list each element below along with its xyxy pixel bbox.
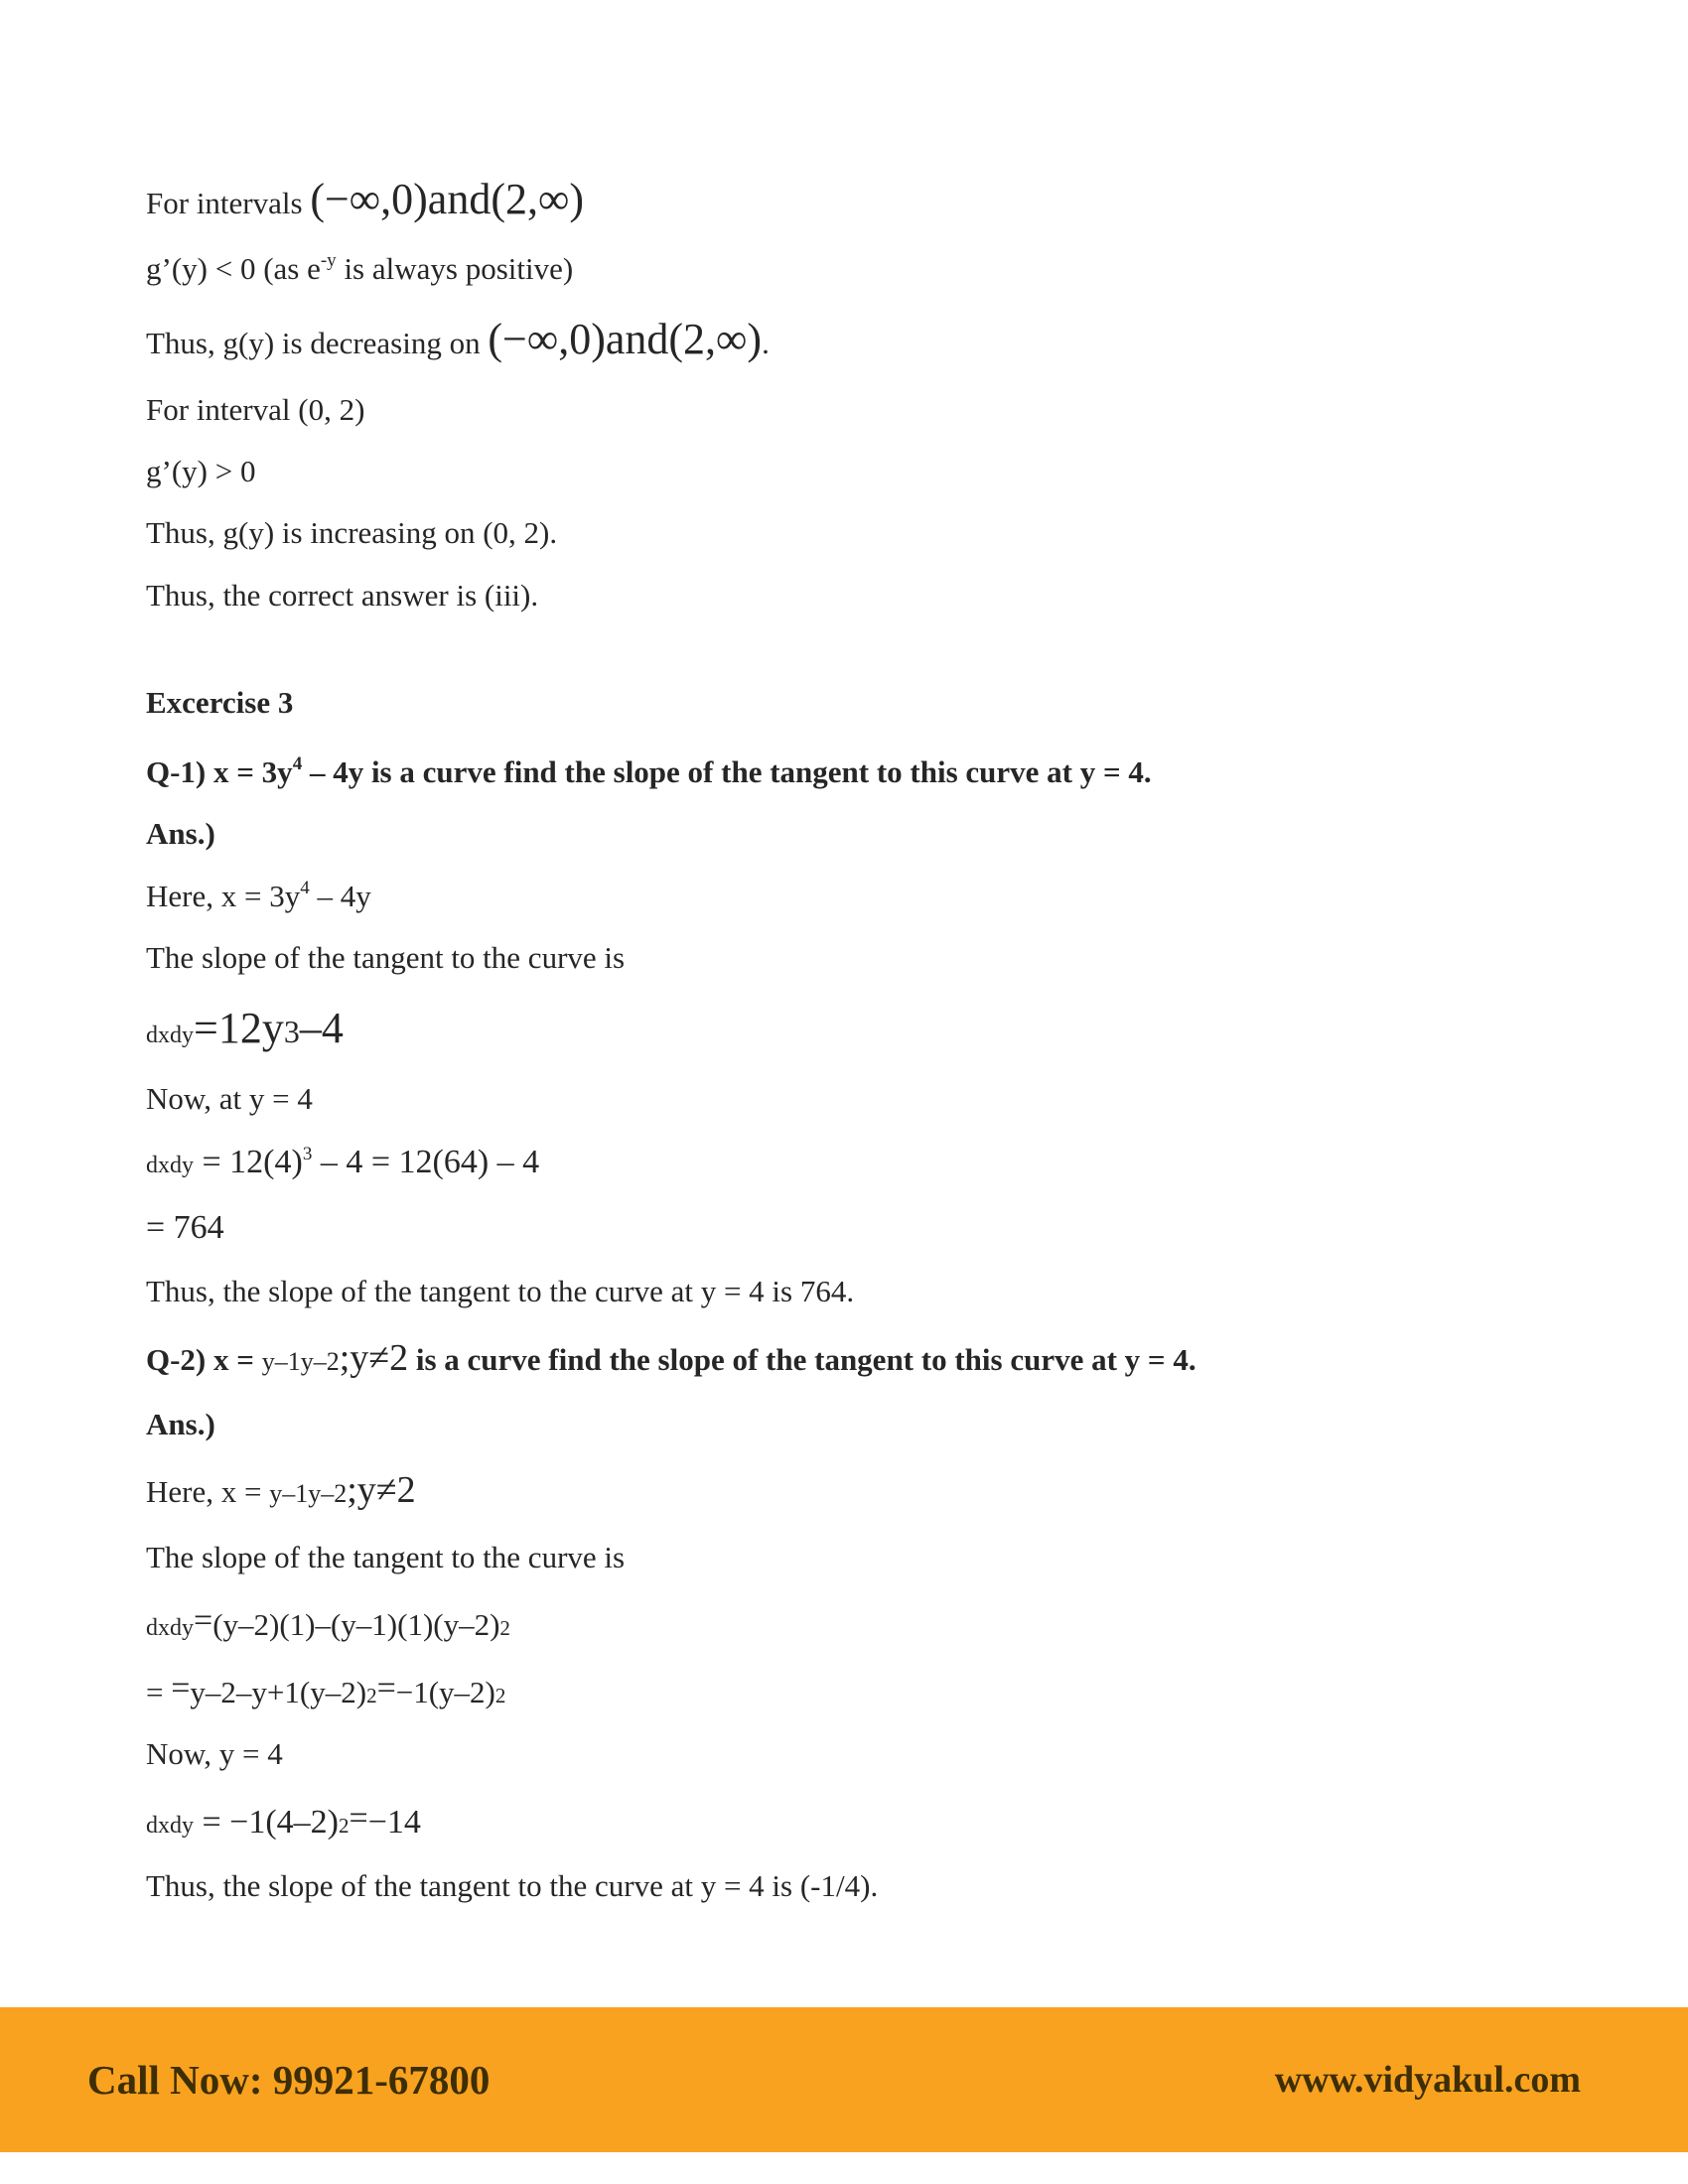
text-segment: dxdy bbox=[146, 1023, 194, 1049]
text-segment: y–2–y+1(y–2) bbox=[190, 1675, 367, 1710]
line-here-q1 bbox=[146, 877, 1569, 916]
text-segment: 4 bbox=[300, 877, 310, 898]
text-segment: – 4y bbox=[309, 878, 371, 913]
text-segment: ;y≠2 bbox=[347, 1469, 416, 1512]
text-segment: (y–2)(1)–(y–1)(1)(y–2) bbox=[212, 1606, 500, 1642]
question-2 bbox=[146, 1334, 1569, 1383]
exercise-heading bbox=[146, 683, 1569, 723]
answer-2-label bbox=[146, 1405, 1569, 1444]
text-segment: Here, x = bbox=[146, 1474, 270, 1510]
text-segment: –4 bbox=[299, 1004, 344, 1053]
text-segment: dxdy bbox=[146, 1812, 194, 1839]
text-segment: The slope of the tangent to the curve is bbox=[146, 1539, 626, 1574]
text-segment: Ans.) bbox=[146, 1406, 215, 1441]
document-content bbox=[146, 171, 1569, 1928]
text-segment: g’(y) > 0 bbox=[146, 453, 256, 488]
text-segment: Thus, the correct answer is (iii). bbox=[146, 577, 539, 613]
line-slope-intro-q2 bbox=[146, 1538, 1569, 1577]
text-segment: g’(y) < 0 (as e bbox=[146, 251, 321, 287]
line-now-y4 bbox=[146, 1734, 1569, 1774]
text-segment: =12y bbox=[194, 1004, 284, 1053]
text-segment: For intervals bbox=[146, 186, 311, 220]
line-g-prime-negative bbox=[146, 249, 1569, 289]
line-for-interval-0-2 bbox=[146, 390, 1569, 430]
text-segment: Here, x = 3y bbox=[146, 878, 301, 913]
text-segment: Q-1) x = 3y bbox=[146, 754, 293, 790]
line-simplify-q2 bbox=[146, 1667, 1569, 1712]
text-segment: −14 bbox=[367, 1803, 421, 1841]
text-segment: 3 bbox=[302, 1143, 313, 1164]
text-segment: 2 bbox=[499, 1615, 510, 1640]
text-segment: Thus, the slope of the tangent to the curve at y = 4 is (-1/4). bbox=[146, 1867, 879, 1903]
line-decreasing bbox=[146, 311, 1569, 367]
text-segment: 4 bbox=[292, 753, 303, 775]
text-segment: Q-2) x = bbox=[146, 1341, 262, 1377]
text-segment: is always positive) bbox=[336, 251, 574, 287]
text-segment: 3 bbox=[283, 1014, 300, 1050]
text-segment: -y bbox=[320, 250, 337, 272]
text-segment: Thus, g(y) is decreasing on bbox=[146, 326, 489, 361]
text-segment: – 4 = 12(64) – 4 bbox=[312, 1143, 540, 1180]
text-segment: dxdy bbox=[146, 1614, 194, 1641]
text-segment: Excercise 3 bbox=[146, 684, 294, 720]
text-segment: Ans.) bbox=[146, 816, 215, 852]
line-substitute-q1 bbox=[146, 1141, 1569, 1184]
line-derivative-q1 bbox=[146, 1000, 1569, 1056]
text-segment: = 12(4) bbox=[194, 1143, 303, 1180]
text-segment: = bbox=[194, 1601, 213, 1639]
footer-bar bbox=[0, 2007, 1688, 2152]
line-derivative-q2 bbox=[146, 1599, 1569, 1645]
text-segment: For interval (0, 2) bbox=[146, 391, 365, 427]
text-segment: is a curve find the slope of the tangent to this curve at y = 4. bbox=[408, 1341, 1196, 1377]
line-correct-answer bbox=[146, 576, 1569, 615]
text-segment: y–1y–2 bbox=[261, 1346, 340, 1376]
website-label: www.vidyakul.com bbox=[1274, 2059, 1581, 2101]
answer-1-label bbox=[146, 814, 1569, 854]
text-segment: (−∞,0)and(2,∞) bbox=[310, 175, 584, 223]
text-segment: = −1(4–2) bbox=[194, 1803, 339, 1841]
text-segment: = bbox=[376, 1670, 396, 1707]
line-slope-intro-q1 bbox=[146, 938, 1569, 978]
call-now-label: Call Now: 99921-67800 bbox=[87, 2057, 491, 2103]
text-segment: Thus, g(y) is increasing on (0, 2). bbox=[146, 515, 558, 551]
text-segment: (−∞,0)and(2,∞) bbox=[488, 315, 763, 364]
text-segment: Now, y = 4 bbox=[146, 1736, 283, 1772]
text-segment: . bbox=[762, 326, 770, 361]
line-for-intervals bbox=[146, 171, 1569, 227]
text-segment: 2 bbox=[366, 1684, 377, 1708]
text-segment: = bbox=[349, 1799, 368, 1837]
text-segment: = bbox=[171, 1670, 191, 1707]
text-segment: ;y≠2 bbox=[339, 1336, 409, 1379]
text-segment: −1(y–2) bbox=[395, 1675, 495, 1710]
question-1 bbox=[146, 752, 1569, 792]
text-segment: = 764 bbox=[146, 1209, 224, 1247]
text-segment: 2 bbox=[494, 1684, 506, 1708]
line-substitute-q2 bbox=[146, 1797, 1569, 1844]
line-conclusion-q1 bbox=[146, 1272, 1569, 1311]
text-segment: dxdy bbox=[146, 1152, 194, 1178]
text-segment: – 4y is a curve find the slope of the tangent to this curve at y = 4. bbox=[302, 754, 1152, 790]
line-here-q2 bbox=[146, 1466, 1569, 1515]
line-conclusion-q2 bbox=[146, 1866, 1569, 1906]
text-segment: = bbox=[146, 1675, 172, 1710]
line-result-764 bbox=[146, 1206, 1569, 1250]
text-segment: Thus, the slope of the tangent to the curve at y = 4 is 764. bbox=[146, 1274, 855, 1309]
text-segment: Now, at y = 4 bbox=[146, 1080, 313, 1116]
text-segment: 2 bbox=[339, 1813, 350, 1838]
line-now-at-y4 bbox=[146, 1079, 1569, 1119]
line-increasing bbox=[146, 513, 1569, 553]
text-segment: The slope of the tangent to the curve is bbox=[146, 940, 626, 976]
text-segment: y–1y–2 bbox=[269, 1479, 348, 1509]
line-g-prime-positive bbox=[146, 452, 1569, 491]
